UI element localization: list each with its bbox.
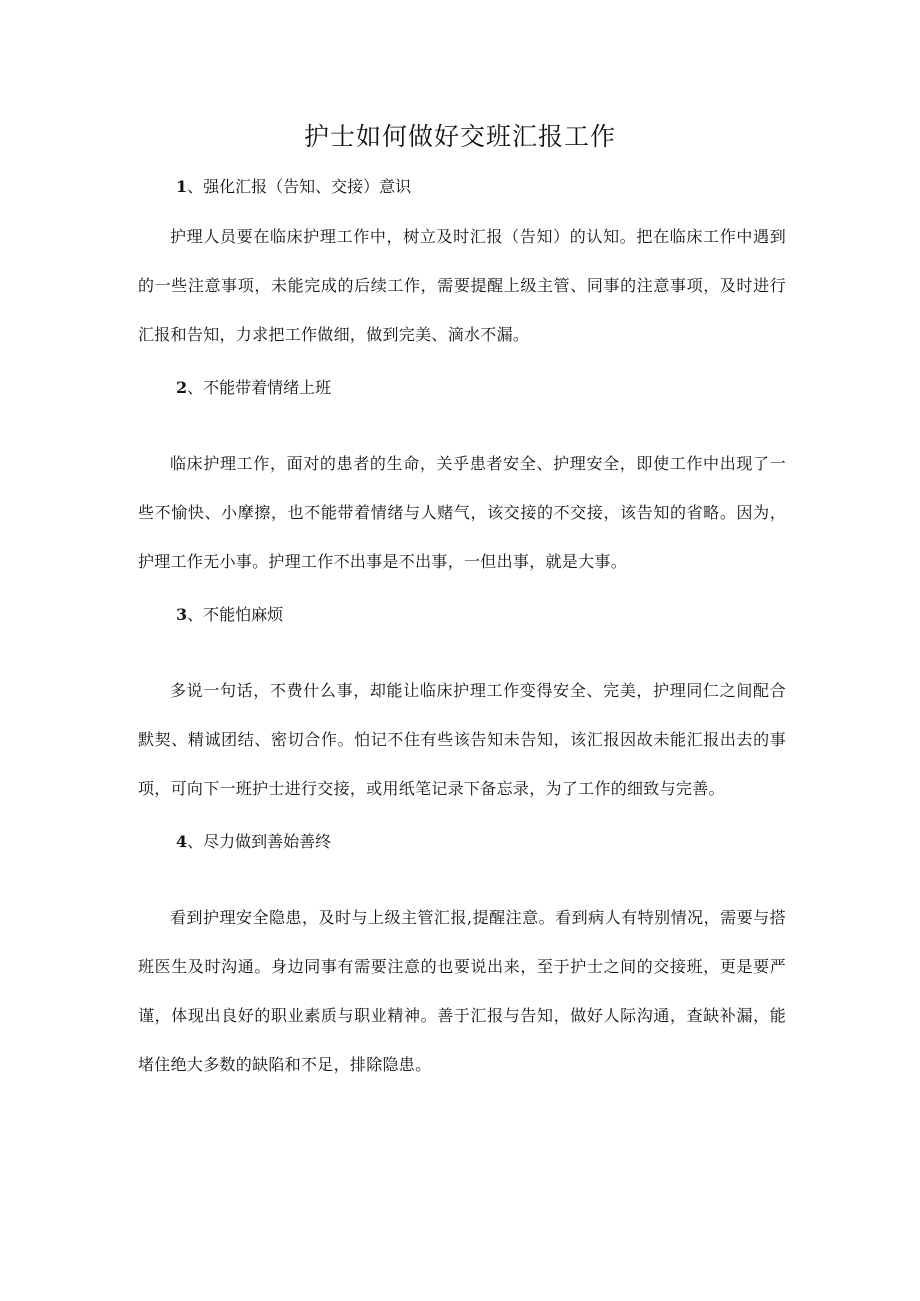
section-number: 4	[176, 832, 188, 851]
section-heading-2	[176, 376, 331, 400]
section-heading-4	[176, 830, 331, 854]
document-title: 护士如何做好交班汇报工作	[303, 122, 616, 151]
section-number: 2	[176, 378, 188, 397]
section-number: 3	[176, 605, 188, 624]
section-heading-text: 、强化汇报（告知、交接）意识	[187, 177, 412, 196]
section-heading-text: 、不能带着情绪上班	[187, 378, 332, 397]
section-body-4: 看到护理安全隐患，及时与上级主管汇报,提醒注意。看到病人有特别情况，需要与搭班医生及时沟通。身边同事有需要注意的也要说出来，至于护士之间的交接班，更是要严谨，体现出良好的职业素质与职业精神。善于汇报与告知，做好人际沟通，查缺补漏，能堵住绝大多数的缺陷和不足，排除隐患。	[138, 908, 786, 1074]
section-heading-3	[176, 603, 283, 627]
section-body-1: 护理人员要在临床护理工作中，树立及时汇报（告知）的认知。把在临床工作中遇到的一些注意事项，未能完成的后续工作，需要提醒上级主管、同事的注意事项，及时进行汇报和告知，力求把工作做细，做到完美、滴水不漏。	[138, 227, 786, 344]
section-heading-text: 、不能怕麻烦	[187, 605, 284, 624]
section-body-2: 临床护理工作，面对的患者的生命，关乎患者安全、护理安全，即使工作中出现了一些不愉快、小摩擦，也不能带着情绪与人赌气，该交接的不交接，该告知的省略。因为，护理工作无小事。护理工作不出事是不出事，一但出事，就是大事。	[138, 454, 786, 571]
section-body-3: 多说一句话，不费什么事，却能让临床护理工作变得安全、完美，护理同仁之间配合默契、精诚团结、密切合作。怕记不住有些该告知未告知，该汇报因故未能汇报出去的事项，可向下一班护士进行交接，或用纸笔记录下备忘录，为了工作的细致与完善。	[138, 681, 786, 798]
section-heading-text: 、尽力做到善始善终	[187, 832, 332, 851]
section-number: 1	[176, 177, 188, 196]
section-heading-1	[176, 175, 411, 199]
